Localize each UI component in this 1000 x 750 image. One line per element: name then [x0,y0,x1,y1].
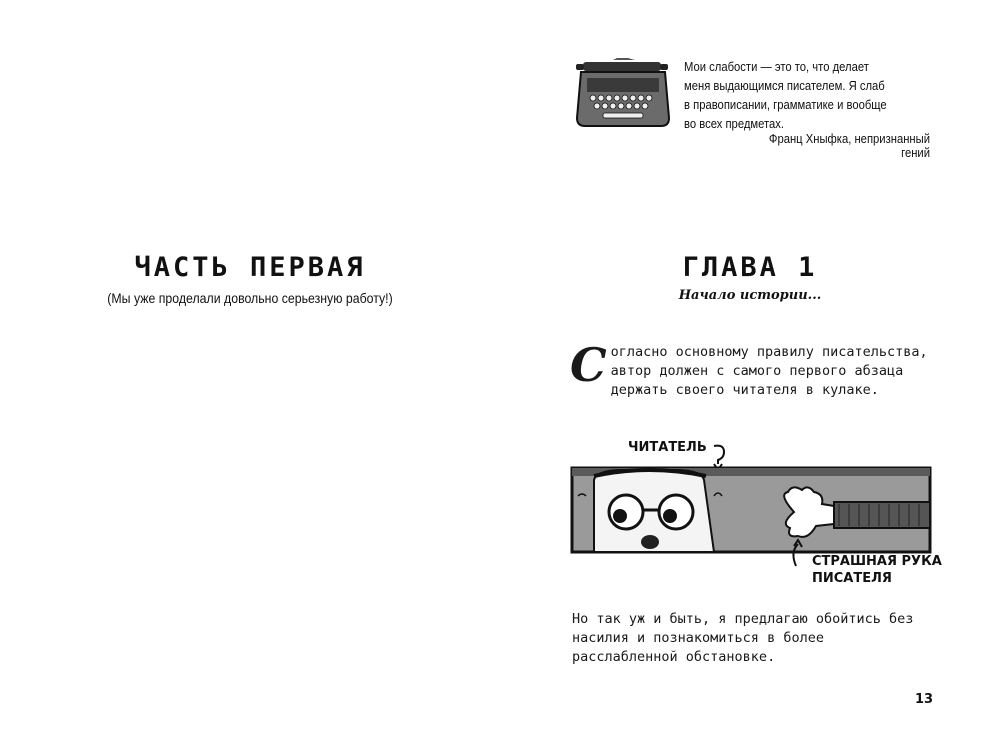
epigraph-line: Мои слабости — это то, что делает [684,60,869,74]
chapter-subtitle: Начало истории... [678,288,822,303]
epigraph-author: Франц Хныфка, непризнанный гений [768,132,930,160]
part-subtitle: (Мы уже проделали довольно серьезную работу!) [107,290,393,306]
right-page [500,0,1000,750]
typewriter-illustration [573,58,673,130]
opening-paragraph-text: огласно основному правилу писательства, автор должен с самого первого абзаца держать своего читателя в кулаке. [610,344,928,398]
opening-paragraph [570,338,934,400]
writer-hand-label: СТРАШНАЯ РУКА ПИСАТЕЛЯ [812,554,942,586]
reader-label: ЧИТАТЕЛЬ [628,440,707,455]
page-number: 13 [915,692,934,707]
epigraph-line: меня выдающимся писателем. Я слаб [684,79,885,93]
closing-paragraph: Но так уж и быть, я предлагаю обойтись без насилия и познакомиться в более расслабленной обстановке. [572,611,914,665]
epigraph-line: во всех предметах. [684,117,785,131]
part-title: ЧАСТЬ ПЕРВАЯ [134,252,366,283]
epigraph-line: в правописании, грамматике и вообще [684,98,887,112]
epigraph-text [684,58,909,134]
chapter-title: ГЛАВА 1 [682,252,818,283]
drop-cap: С [570,338,607,392]
